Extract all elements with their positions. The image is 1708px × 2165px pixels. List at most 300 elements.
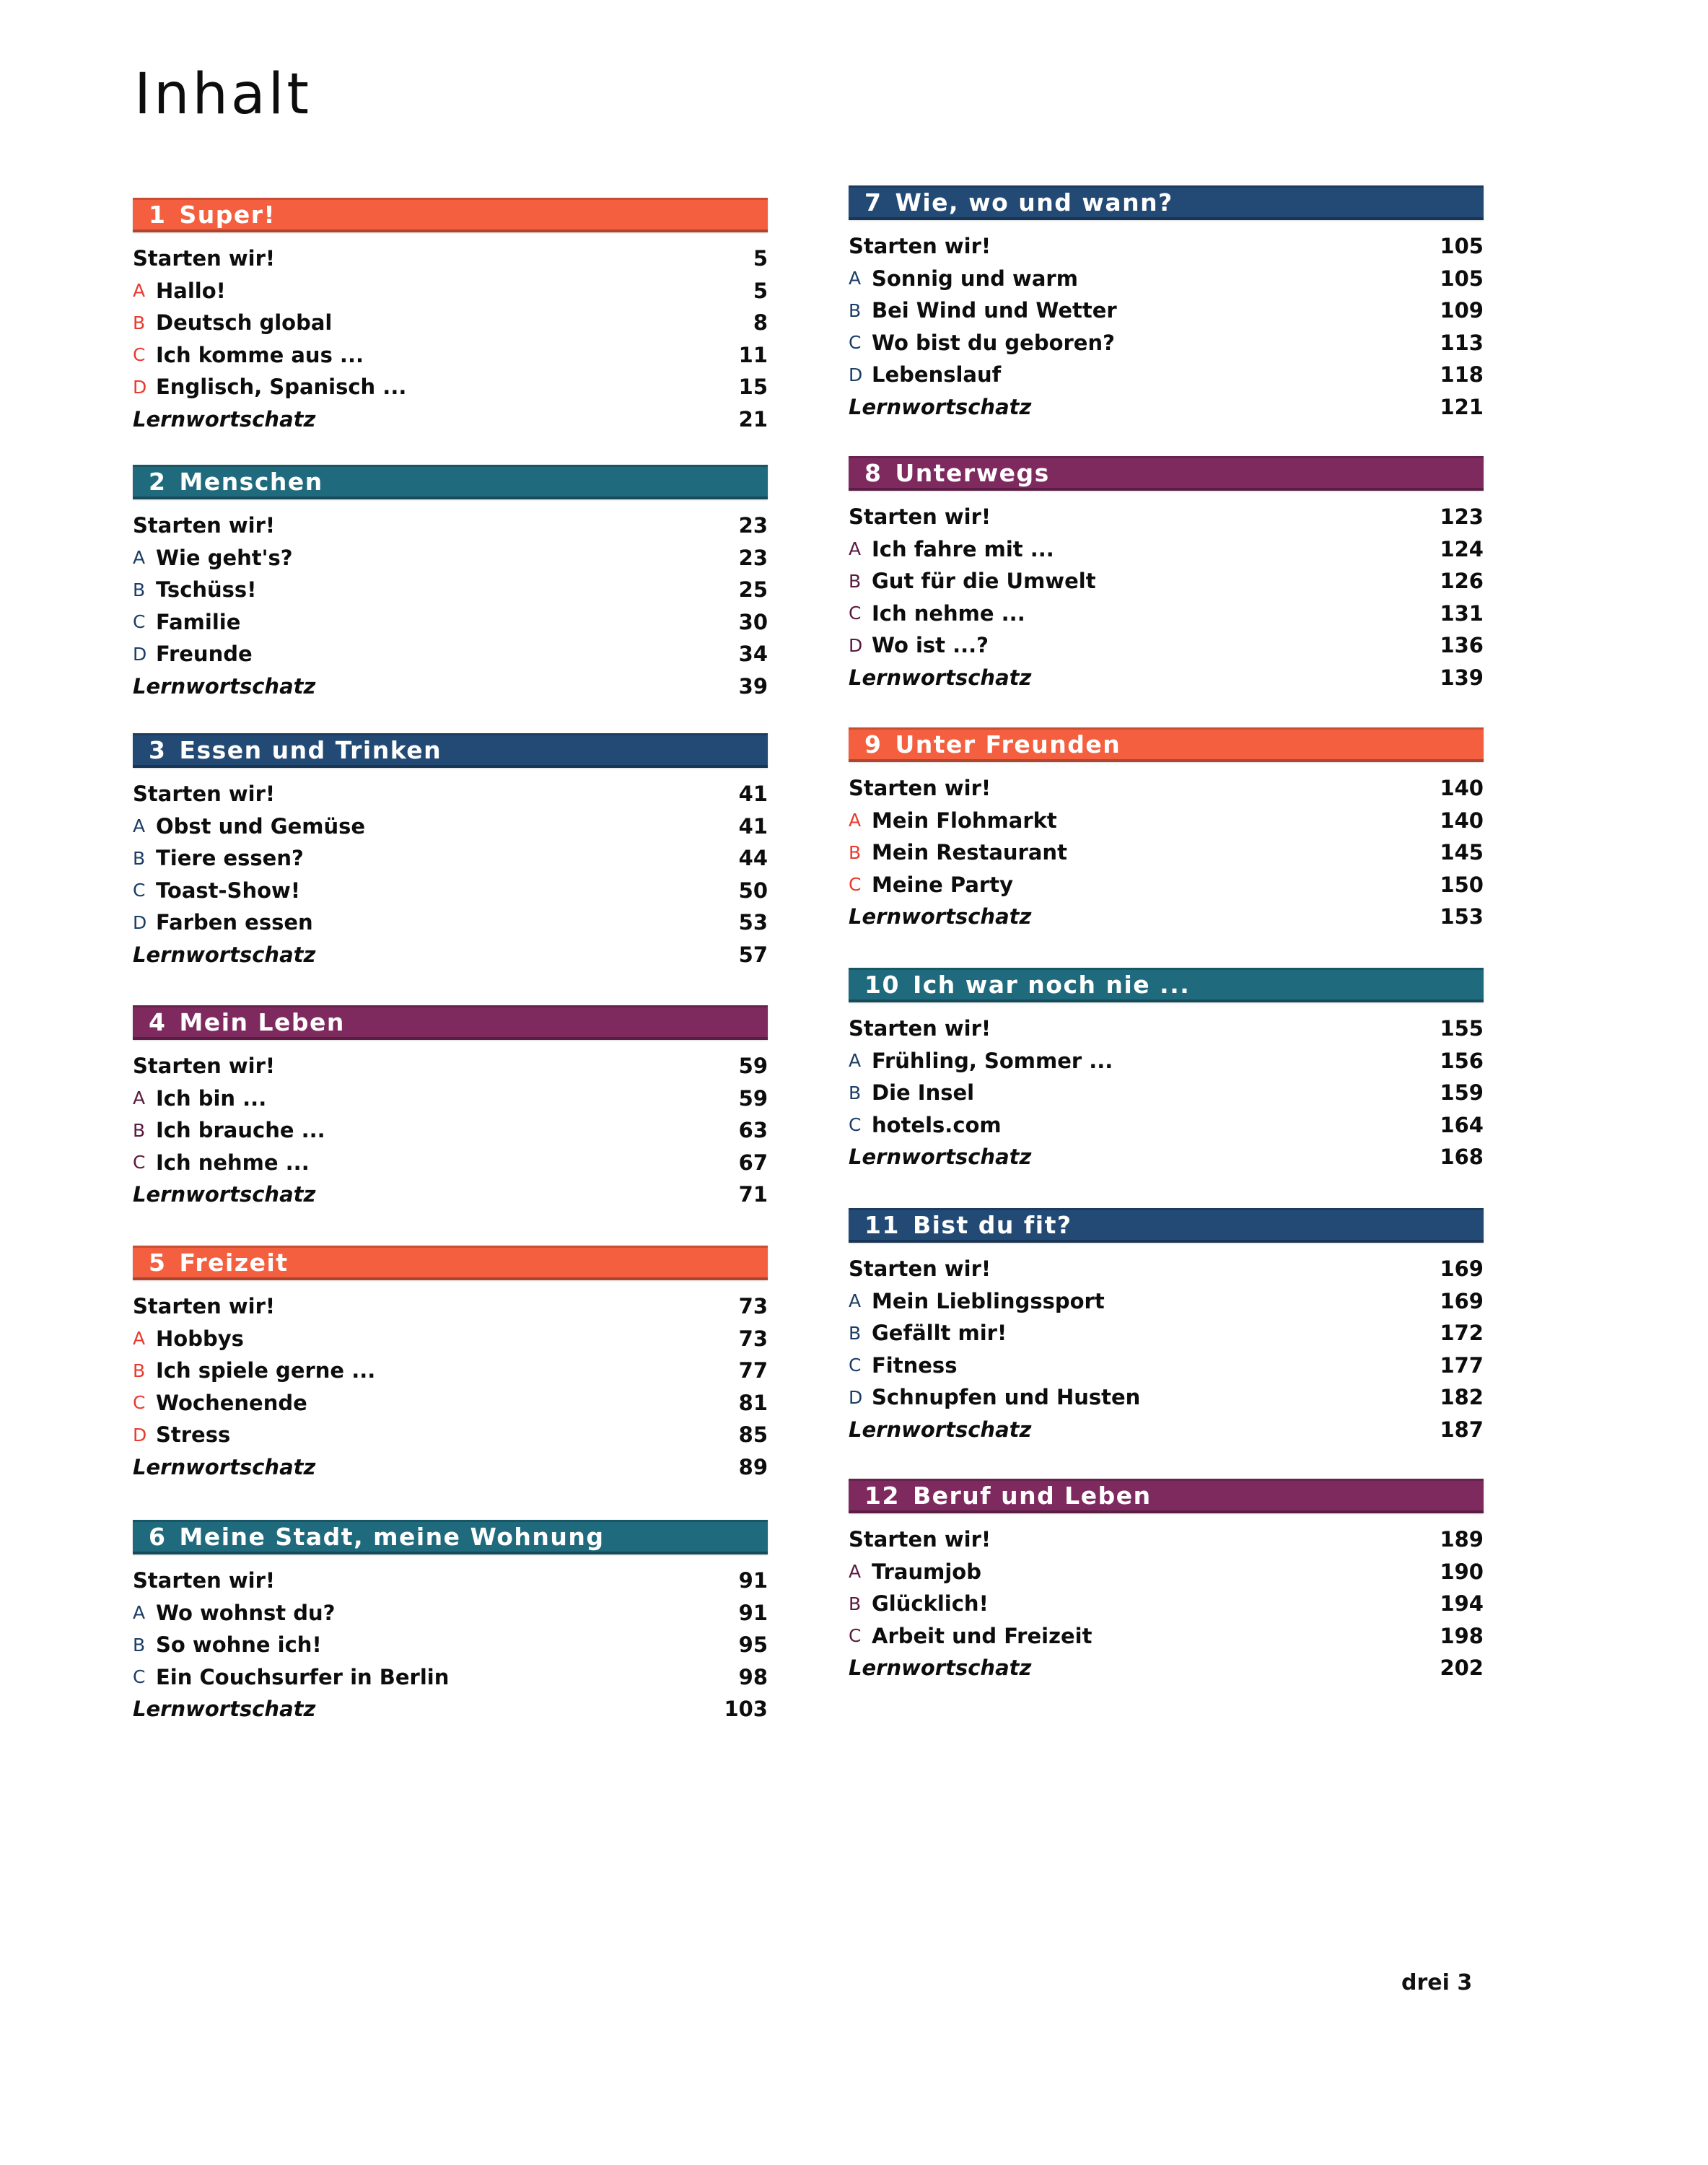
- lesson-letter: B: [133, 1119, 146, 1141]
- chapter-entry-list: [849, 501, 1484, 694]
- toc-entry-intro[interactable]: [849, 1012, 1484, 1045]
- lesson-letter: C: [133, 880, 146, 901]
- lesson-letter: B: [849, 1322, 862, 1344]
- entry-page-number: 177: [1440, 1352, 1484, 1378]
- chapter-title: Beruf und Leben: [912, 1482, 1152, 1510]
- chapter-entry-list: [133, 1565, 768, 1726]
- entry-page-number: 53: [738, 910, 768, 935]
- chapter-number: 2: [149, 468, 167, 496]
- toc-entry-lesson[interactable]: [849, 629, 1484, 662]
- lesson-letter: D: [133, 911, 147, 933]
- toc-entry-intro[interactable]: [849, 1523, 1484, 1556]
- entry-page-number: 11: [738, 342, 768, 367]
- chapter-header[interactable]: [133, 465, 768, 499]
- entry-label: Traumjob: [872, 1559, 981, 1584]
- toc-entry-vocabulary[interactable]: [133, 670, 768, 703]
- toc-entry-lesson[interactable]: [849, 359, 1484, 391]
- entry-label: Ich brauche ...: [156, 1118, 325, 1143]
- lesson-letter: D: [133, 376, 147, 398]
- entry-label: Wo wohnst du?: [156, 1600, 336, 1625]
- lesson-letter: C: [849, 1355, 862, 1376]
- toc-entry-lesson[interactable]: [133, 275, 768, 307]
- entry-label: Gut für die Umwelt: [872, 569, 1096, 594]
- entry-label: Arbeit und Freizeit: [872, 1623, 1092, 1648]
- chapter-header[interactable]: [849, 456, 1484, 491]
- toc-entry-intro[interactable]: [849, 501, 1484, 533]
- entry-page-number: 139: [1440, 665, 1484, 690]
- entry-label: Mein Flohmarkt: [872, 808, 1057, 833]
- toc-entry-lesson[interactable]: [133, 1629, 768, 1661]
- toc-entry-lesson[interactable]: [849, 1350, 1484, 1382]
- toc-entry-lesson[interactable]: [133, 371, 768, 403]
- toc-entry-lesson[interactable]: [133, 1147, 768, 1179]
- toc-entry-lesson[interactable]: [849, 869, 1484, 901]
- page-title: Inhalt: [134, 62, 312, 127]
- toc-entry-lesson[interactable]: [133, 339, 768, 372]
- chapter-header[interactable]: [849, 727, 1484, 762]
- toc-entry-lesson[interactable]: [849, 1381, 1484, 1414]
- lesson-letter: C: [133, 1666, 146, 1688]
- lesson-letter: D: [849, 634, 863, 656]
- entry-page-number: 159: [1440, 1080, 1484, 1106]
- chapter-11: [849, 1208, 1484, 1445]
- chapter-entry-list: [849, 230, 1484, 423]
- entry-page-number: 145: [1440, 840, 1484, 865]
- toc-entry-lesson[interactable]: [849, 327, 1484, 359]
- chapter-number: 4: [149, 1008, 167, 1036]
- toc-entry-lesson[interactable]: [133, 1387, 768, 1420]
- toc-entry-lesson[interactable]: [849, 294, 1484, 327]
- chapter-entry-list: [133, 1050, 768, 1211]
- entry-page-number: 21: [738, 406, 768, 432]
- toc-entry-vocabulary[interactable]: [849, 662, 1484, 694]
- lesson-letter: A: [133, 1088, 146, 1109]
- entry-page-number: 190: [1440, 1559, 1484, 1584]
- entry-label: Deutsch global: [156, 310, 333, 336]
- toc-entry-lesson[interactable]: [133, 574, 768, 606]
- toc-entry-intro[interactable]: [133, 242, 768, 275]
- chapter-9: [849, 727, 1484, 933]
- chapter-title: Unterwegs: [895, 459, 1050, 487]
- toc-entry-lesson[interactable]: [133, 1323, 768, 1355]
- entry-label: Starten wir!: [849, 1527, 991, 1552]
- page-number-footer: drei 3: [1401, 1970, 1473, 1995]
- entry-label: Wo ist ...?: [872, 633, 989, 658]
- entry-label: Bei Wind und Wetter: [872, 298, 1117, 323]
- entry-page-number: 23: [738, 513, 768, 538]
- entry-label: Lernwortschatz: [133, 1182, 316, 1207]
- entry-page-number: 39: [738, 673, 768, 699]
- entry-page-number: 126: [1440, 569, 1484, 594]
- entry-page-number: 103: [724, 1697, 768, 1722]
- lesson-letter: B: [133, 312, 146, 333]
- chapter-title: Ich war noch nie ...: [912, 971, 1191, 999]
- entry-label: Lernwortschatz: [849, 665, 1032, 690]
- chapter-entry-list: [849, 1523, 1484, 1684]
- lesson-letter: B: [133, 1360, 146, 1381]
- chapter-number: 1: [149, 201, 167, 229]
- chapter-header[interactable]: [849, 1479, 1484, 1513]
- toc-entry-lesson[interactable]: [849, 805, 1484, 837]
- entry-page-number: 85: [738, 1422, 768, 1448]
- toc-entry-lesson[interactable]: [133, 1114, 768, 1147]
- entry-label: Gefällt mir!: [872, 1321, 1007, 1346]
- entry-page-number: 25: [738, 577, 768, 603]
- entry-page-number: 5: [753, 278, 768, 303]
- entry-page-number: 63: [738, 1118, 768, 1143]
- chapter-title: Freizeit: [179, 1248, 289, 1277]
- entry-label: Ich nehme ...: [872, 600, 1025, 626]
- toc-entry-lesson[interactable]: [133, 842, 768, 875]
- entry-page-number: 73: [738, 1294, 768, 1319]
- toc-entry-vocabulary[interactable]: [849, 391, 1484, 424]
- toc-entry-lesson[interactable]: [849, 1109, 1484, 1142]
- entry-page-number: 67: [738, 1150, 768, 1175]
- toc-entry-lesson[interactable]: [849, 598, 1484, 630]
- lesson-letter: A: [849, 268, 862, 289]
- entry-page-number: 5: [753, 246, 768, 271]
- entry-label: Starten wir!: [133, 1568, 276, 1593]
- toc-entry-lesson[interactable]: [849, 1077, 1484, 1109]
- chapter-entry-list: [849, 1253, 1484, 1445]
- toc-entry-intro[interactable]: [849, 230, 1484, 263]
- entry-page-number: 30: [738, 609, 768, 634]
- toc-entry-lesson[interactable]: [849, 263, 1484, 295]
- chapter-header[interactable]: [133, 1520, 768, 1554]
- chapter-title: Meine Stadt, meine Wohnung: [179, 1523, 605, 1551]
- toc-entry-lesson[interactable]: [849, 1588, 1484, 1620]
- toc-entry-lesson[interactable]: [133, 638, 768, 670]
- entry-label: Lernwortschatz: [133, 406, 316, 432]
- entry-page-number: 169: [1440, 1288, 1484, 1313]
- chapter-header[interactable]: [849, 185, 1484, 220]
- lesson-letter: C: [849, 1114, 862, 1136]
- entry-label: Meine Party: [872, 872, 1013, 897]
- entry-page-number: 182: [1440, 1385, 1484, 1410]
- entry-page-number: 189: [1440, 1527, 1484, 1552]
- entry-label: Starten wir!: [133, 782, 276, 807]
- chapter-header[interactable]: [133, 1005, 768, 1040]
- toc-entry-lesson[interactable]: [133, 1661, 768, 1694]
- entry-page-number: 198: [1440, 1623, 1484, 1648]
- lesson-letter: C: [849, 332, 862, 354]
- chapter-number: 8: [864, 459, 883, 487]
- chapter-entry-list: [133, 242, 768, 435]
- entry-label: Die Insel: [872, 1080, 975, 1106]
- entry-page-number: 169: [1440, 1256, 1484, 1282]
- toc-entry-lesson[interactable]: [849, 1556, 1484, 1588]
- lesson-letter: C: [133, 1152, 146, 1173]
- entry-label: Wie geht's?: [156, 545, 293, 570]
- entry-label: Fitness: [872, 1352, 958, 1378]
- entry-page-number: 113: [1440, 330, 1484, 355]
- toc-entry-lesson[interactable]: [849, 1285, 1484, 1318]
- entry-page-number: 155: [1440, 1016, 1484, 1041]
- entry-page-number: 105: [1440, 266, 1484, 291]
- toc-entry-lesson[interactable]: [849, 533, 1484, 566]
- toc-entry-lesson[interactable]: [849, 1620, 1484, 1653]
- chapter-7: [849, 185, 1484, 423]
- toc-entry-lesson[interactable]: [849, 1317, 1484, 1350]
- entry-page-number: 121: [1440, 394, 1484, 419]
- lesson-letter: C: [133, 1392, 146, 1414]
- entry-page-number: 109: [1440, 298, 1484, 323]
- toc-entry-vocabulary[interactable]: [133, 1451, 768, 1484]
- entry-page-number: 91: [738, 1600, 768, 1625]
- entry-page-number: 124: [1440, 536, 1484, 561]
- entry-page-number: 153: [1440, 904, 1484, 930]
- chapter-header[interactable]: [133, 733, 768, 768]
- entry-label: Lernwortschatz: [133, 942, 316, 967]
- toc-entry-lesson[interactable]: [849, 836, 1484, 869]
- entry-page-number: 50: [738, 878, 768, 903]
- entry-label: Freunde: [156, 642, 253, 667]
- entry-page-number: 194: [1440, 1591, 1484, 1617]
- toc-entry-lesson[interactable]: [133, 906, 768, 939]
- chapter-number: 3: [149, 736, 167, 764]
- entry-label: Ich bin ...: [156, 1085, 267, 1111]
- entry-label: Starten wir!: [133, 513, 276, 538]
- lesson-letter: A: [133, 1328, 146, 1350]
- chapter-entry-list: [849, 1012, 1484, 1173]
- entry-page-number: 44: [738, 846, 768, 871]
- entry-label: Ich nehme ...: [156, 1150, 310, 1175]
- entry-label: Hobbys: [156, 1326, 244, 1351]
- lesson-letter: B: [849, 570, 862, 592]
- entry-page-number: 41: [738, 813, 768, 839]
- chapter-title: Menschen: [179, 468, 323, 496]
- lesson-letter: B: [133, 1634, 146, 1656]
- entry-page-number: 23: [738, 545, 768, 570]
- entry-page-number: 59: [738, 1085, 768, 1111]
- entry-page-number: 131: [1440, 600, 1484, 626]
- entry-label: Frühling, Sommer ...: [872, 1048, 1113, 1073]
- chapter-4: [133, 1005, 768, 1211]
- lesson-letter: A: [849, 1561, 862, 1583]
- entry-label: Tschüss!: [156, 577, 257, 603]
- chapter-header[interactable]: [133, 198, 768, 232]
- entry-label: Lernwortschatz: [849, 1145, 1032, 1170]
- entry-label: Mein Restaurant: [872, 840, 1067, 865]
- chapter-12: [849, 1479, 1484, 1684]
- lesson-letter: C: [133, 611, 146, 633]
- entry-page-number: 118: [1440, 362, 1484, 388]
- chapter-entry-list: [133, 1290, 768, 1483]
- entry-label: Lernwortschatz: [849, 904, 1032, 930]
- entry-label: Lernwortschatz: [133, 1454, 316, 1479]
- entry-page-number: 136: [1440, 633, 1484, 658]
- entry-page-number: 15: [738, 375, 768, 400]
- entry-page-number: 81: [738, 1390, 768, 1415]
- entry-label: Wochenende: [156, 1390, 307, 1415]
- lesson-letter: A: [849, 538, 862, 560]
- lesson-letter: D: [849, 364, 863, 385]
- lesson-letter: C: [133, 344, 146, 366]
- entry-page-number: 34: [738, 642, 768, 667]
- chapter-entry-list: [849, 772, 1484, 933]
- lesson-letter: A: [133, 1602, 146, 1624]
- lesson-letter: C: [849, 603, 862, 624]
- lesson-letter: B: [133, 579, 146, 600]
- toc-entry-lesson[interactable]: [133, 307, 768, 339]
- toc-entry-lesson[interactable]: [133, 1082, 768, 1115]
- entry-page-number: 41: [738, 782, 768, 807]
- chapter-1: [133, 198, 768, 435]
- entry-label: Stress: [156, 1422, 231, 1448]
- entry-page-number: 168: [1440, 1145, 1484, 1170]
- chapter-number: 12: [864, 1482, 900, 1510]
- lesson-letter: B: [849, 299, 862, 321]
- toc-entry-intro[interactable]: [133, 509, 768, 542]
- lesson-letter: D: [133, 643, 147, 665]
- entry-page-number: 73: [738, 1326, 768, 1351]
- entry-label: Starten wir!: [849, 1256, 991, 1282]
- chapter-number: 5: [149, 1248, 167, 1277]
- entry-label: Ich komme aus ...: [156, 342, 364, 367]
- entry-page-number: 150: [1440, 872, 1484, 897]
- toc-entry-vocabulary[interactable]: [133, 1178, 768, 1211]
- entry-page-number: 71: [738, 1182, 768, 1207]
- lesson-letter: B: [849, 841, 862, 863]
- toc-entry-lesson[interactable]: [849, 1045, 1484, 1077]
- lesson-letter: A: [133, 815, 146, 837]
- chapter-10: [849, 968, 1484, 1173]
- chapter-header[interactable]: [849, 968, 1484, 1002]
- entry-label: Obst und Gemüse: [156, 813, 366, 839]
- chapter-8: [849, 456, 1484, 694]
- toc-entry-lesson[interactable]: [133, 1597, 768, 1630]
- toc-entry-lesson[interactable]: [133, 1355, 768, 1387]
- toc-entry-intro[interactable]: [849, 1253, 1484, 1285]
- chapter-title: Wie, wo und wann?: [895, 188, 1173, 216]
- toc-entry-vocabulary[interactable]: [849, 1141, 1484, 1173]
- chapter-number: 9: [864, 730, 883, 758]
- entry-label: Englisch, Spanisch ...: [156, 375, 407, 400]
- toc-entry-intro[interactable]: [133, 778, 768, 810]
- entry-label: Schnupfen und Husten: [872, 1385, 1141, 1410]
- entry-label: Starten wir!: [133, 1294, 276, 1319]
- toc-entry-lesson[interactable]: [133, 1419, 768, 1451]
- entry-label: Lernwortschatz: [849, 1417, 1032, 1442]
- lesson-letter: B: [133, 847, 146, 869]
- lesson-letter: A: [133, 280, 146, 302]
- entry-label: Hallo!: [156, 278, 226, 303]
- lesson-letter: B: [849, 1593, 862, 1614]
- toc-entry-lesson[interactable]: [133, 875, 768, 907]
- entry-label: Farben essen: [156, 910, 313, 935]
- chapter-header[interactable]: [849, 1208, 1484, 1243]
- entry-label: So wohne ich!: [156, 1632, 322, 1658]
- toc-entry-lesson[interactable]: [133, 606, 768, 639]
- toc-entry-lesson[interactable]: [133, 810, 768, 843]
- chapter-entry-list: [133, 778, 768, 971]
- toc-entry-vocabulary[interactable]: [849, 1652, 1484, 1684]
- chapter-3: [133, 733, 768, 971]
- toc-entry-vocabulary[interactable]: [133, 403, 768, 436]
- entry-label: Lebenslauf: [872, 362, 1002, 388]
- entry-label: Mein Lieblingssport: [872, 1288, 1105, 1313]
- toc-entry-lesson[interactable]: [133, 542, 768, 574]
- chapter-6: [133, 1520, 768, 1726]
- entry-page-number: 140: [1440, 808, 1484, 833]
- toc-entry-vocabulary[interactable]: [849, 1414, 1484, 1446]
- lesson-letter: A: [849, 810, 862, 831]
- entry-page-number: 172: [1440, 1321, 1484, 1346]
- chapter-title: Unter Freunden: [895, 730, 1121, 758]
- entry-label: Lernwortschatz: [133, 673, 316, 699]
- entry-page-number: 164: [1440, 1112, 1484, 1137]
- toc-entry-vocabulary[interactable]: [133, 939, 768, 971]
- entry-page-number: 89: [738, 1454, 768, 1479]
- entry-page-number: 202: [1440, 1656, 1484, 1681]
- toc-entry-intro[interactable]: [849, 772, 1484, 805]
- toc-entry-lesson[interactable]: [849, 565, 1484, 598]
- chapter-2: [133, 465, 768, 702]
- entry-label: Starten wir!: [849, 504, 991, 530]
- entry-label: Ein Couchsurfer in Berlin: [156, 1664, 450, 1689]
- entry-label: Lernwortschatz: [133, 1697, 316, 1722]
- entry-label: Wo bist du geboren?: [872, 330, 1115, 355]
- toc-entry-vocabulary[interactable]: [849, 901, 1484, 933]
- entry-page-number: 123: [1440, 504, 1484, 530]
- chapter-number: 11: [864, 1211, 900, 1239]
- entry-label: Starten wir!: [849, 776, 991, 801]
- entry-label: Ich spiele gerne ...: [156, 1358, 376, 1383]
- lesson-letter: D: [849, 1386, 863, 1408]
- entry-label: Glücklich!: [872, 1591, 989, 1617]
- entry-page-number: 77: [738, 1358, 768, 1383]
- lesson-letter: A: [849, 1290, 862, 1312]
- entry-label: Toast-Show!: [156, 878, 301, 903]
- chapter-5: [133, 1246, 768, 1483]
- entry-label: Starten wir!: [133, 1054, 276, 1079]
- chapter-title: Bist du fit?: [912, 1211, 1072, 1239]
- chapter-title: Super!: [179, 201, 276, 229]
- entry-page-number: 57: [738, 942, 768, 967]
- entry-page-number: 156: [1440, 1048, 1484, 1073]
- lesson-letter: A: [133, 547, 146, 569]
- entry-page-number: 98: [738, 1664, 768, 1689]
- chapter-entry-list: [133, 509, 768, 702]
- chapter-title: Essen und Trinken: [179, 736, 442, 764]
- entry-label: Starten wir!: [849, 1016, 991, 1041]
- lesson-letter: B: [849, 1082, 862, 1103]
- chapter-header[interactable]: [133, 1246, 768, 1280]
- lesson-letter: D: [133, 1424, 147, 1445]
- chapter-number: 7: [864, 188, 883, 216]
- toc-entry-intro[interactable]: [133, 1565, 768, 1597]
- entry-page-number: 95: [738, 1632, 768, 1658]
- chapter-number: 10: [864, 971, 900, 999]
- entry-label: Starten wir!: [133, 246, 276, 271]
- lesson-letter: A: [849, 1050, 862, 1072]
- entry-page-number: 59: [738, 1054, 768, 1079]
- toc-entry-vocabulary[interactable]: [133, 1693, 768, 1726]
- chapter-title: Mein Leben: [179, 1008, 345, 1036]
- lesson-letter: C: [849, 874, 862, 896]
- entry-label: Starten wir!: [849, 234, 991, 259]
- toc-entry-intro[interactable]: [133, 1050, 768, 1082]
- entry-page-number: 140: [1440, 776, 1484, 801]
- entry-page-number: 187: [1440, 1417, 1484, 1442]
- entry-label: Lernwortschatz: [849, 1656, 1032, 1681]
- entry-label: Tiere essen?: [156, 846, 304, 871]
- entry-label: Familie: [156, 609, 241, 634]
- chapter-number: 6: [149, 1523, 167, 1551]
- toc-entry-intro[interactable]: [133, 1290, 768, 1323]
- entry-page-number: 8: [753, 310, 768, 336]
- lesson-letter: C: [849, 1625, 862, 1647]
